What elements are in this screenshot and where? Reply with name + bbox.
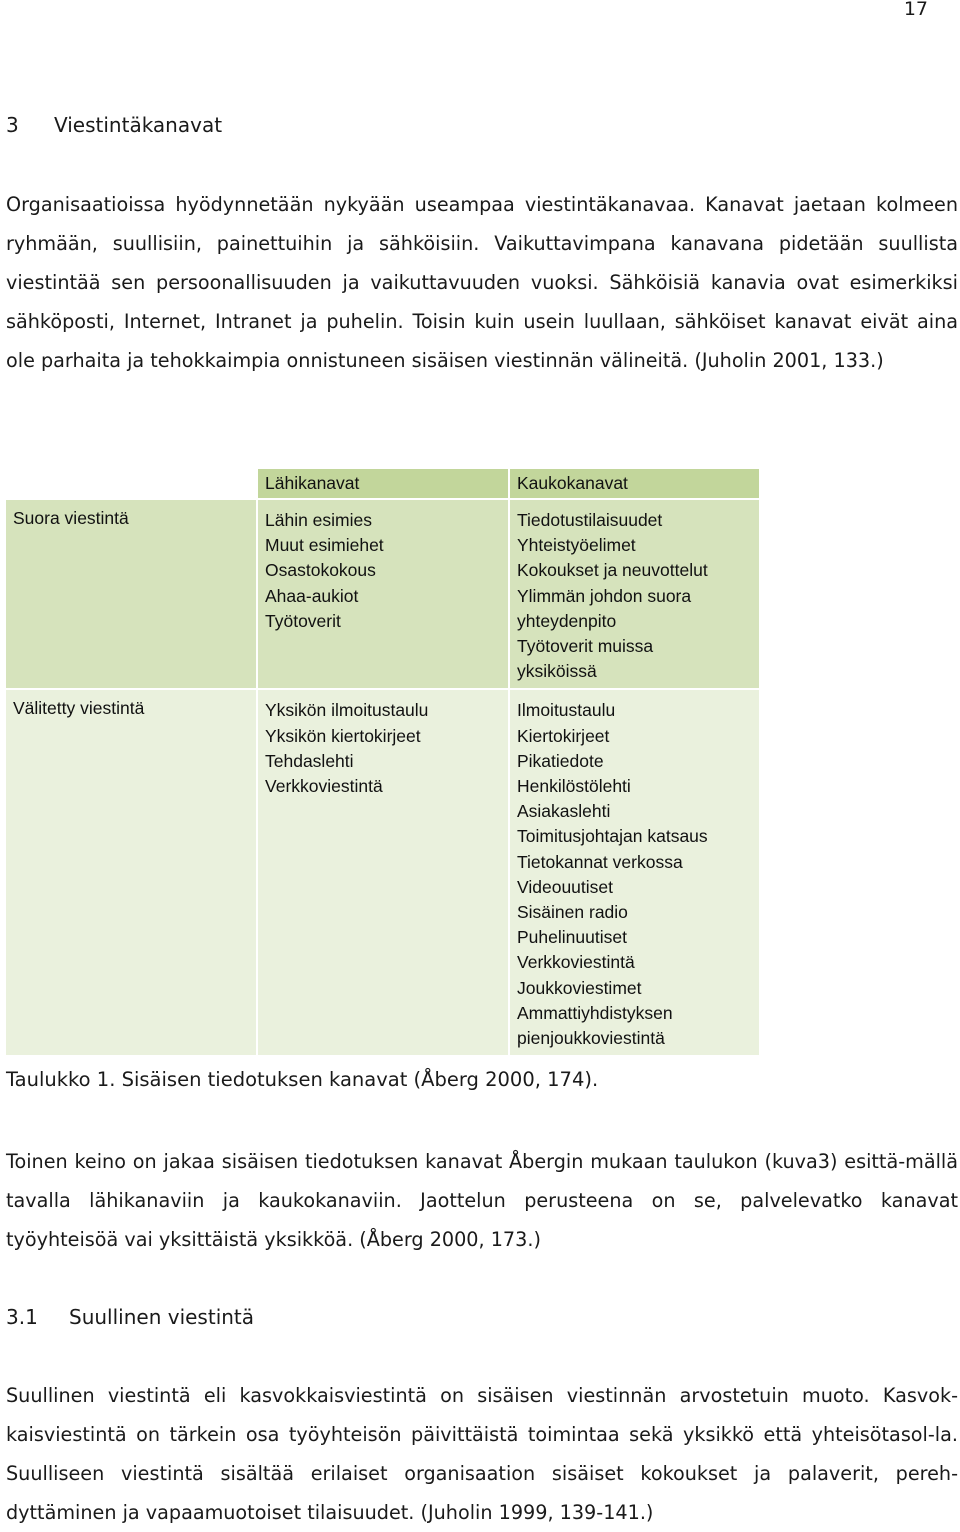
row-label-direct: Suora viestintä bbox=[5, 499, 257, 689]
section-number: 3 bbox=[6, 113, 19, 137]
list-item: Asiakaslehti bbox=[517, 801, 611, 822]
near-channels-mediated bbox=[257, 689, 509, 1056]
list-item: Yksikön kiertokirjeet bbox=[265, 725, 421, 746]
list-item: Joukkoviestimet bbox=[517, 977, 642, 998]
table-row bbox=[5, 499, 760, 689]
far-channels-mediated bbox=[509, 689, 760, 1056]
table-header-row bbox=[5, 468, 760, 499]
section-heading bbox=[6, 113, 222, 137]
list-item: Ilmoitustaulu bbox=[517, 700, 616, 721]
table-row bbox=[5, 689, 760, 1056]
list-item: Tehdaslehti bbox=[265, 750, 354, 771]
list-item: Sisäinen radio bbox=[517, 902, 628, 923]
header-empty-cell bbox=[5, 468, 257, 499]
near-channels-direct bbox=[257, 499, 509, 689]
paragraph-channels: Toinen keino on jakaa sisäisen tiedotuksen kanavat Åbergin mukaan taulukon (kuva3) esittä-mällä tavalla lähikanaviin ja kaukokanaviin. Jaottelun perusteena on se, palvelevatko kanavat työyhteisöä vai yksittäistä yksikköä. (Åberg 2000, 173.) bbox=[6, 1150, 958, 1251]
list-item: pienjoukkoviestintä bbox=[517, 1028, 665, 1049]
list-item: Videouutiset bbox=[517, 876, 614, 897]
list-item: Ylimmän johdon suora bbox=[517, 585, 692, 606]
list-item: Lähin esimies bbox=[265, 510, 372, 530]
subsection-heading bbox=[6, 1305, 254, 1329]
list-item: Puhelinuutiset bbox=[517, 927, 627, 948]
list-item: Tiedotustilaisuudet bbox=[517, 510, 663, 530]
list-item: Toimitusjohtajan katsaus bbox=[517, 826, 708, 847]
list-item: Verkkoviestintä bbox=[265, 776, 383, 797]
list-item: Kiertokirjeet bbox=[517, 725, 610, 746]
list-item: Ammattiyhdistyksen bbox=[517, 1002, 673, 1023]
list-item: Ahaa-aukiot bbox=[265, 585, 359, 606]
list-item: Yhteistyöelimet bbox=[517, 535, 636, 556]
paragraph-intro: Organisaatioissa hyödynnetään nykyään useampaa viestintäkanavaa. Kanavat jaetaan kolmeen ryhmään, suullisiin, painettuihin ja sähköisiin. Vaikuttavimpana kanavana pidetään suullista viestintää sen persoonallisuuden ja vaikuttavuuden vuoksi. Sähköisiä kanavia ovat esimerkiksi sähköposti, Internet, Intranet ja puhelin. Toisin kuin usein luullaan, sähköiset kanavat eivät aina ole parhaita ja tehokkaimpia onnistuneen sisäisen viestinnän välineitä. (Juholin 2001, 133.) bbox=[6, 193, 958, 372]
list-item: Työtoverit bbox=[265, 610, 341, 631]
list-item: Muut esimiehet bbox=[265, 535, 384, 556]
list-item: Kokoukset ja neuvottelut bbox=[517, 560, 708, 581]
row-label-mediated: Välitetty viestintä bbox=[5, 689, 257, 1056]
list-item: Työtoverit muissa bbox=[517, 636, 654, 657]
list-item: Yksikön ilmoitustaulu bbox=[265, 700, 429, 721]
table-caption: Taulukko 1. Sisäisen tiedotuksen kanavat (Åberg 2000, 174). bbox=[6, 1068, 599, 1091]
header-far-channels: Kaukokanavat bbox=[509, 468, 760, 499]
page-number: 17 bbox=[903, 0, 928, 20]
header-near-channels: Lähikanavat bbox=[257, 468, 509, 499]
subsection-number: 3.1 bbox=[6, 1305, 38, 1329]
list-item: Tietokannat verkossa bbox=[517, 851, 683, 872]
list-item: Verkkoviestintä bbox=[517, 952, 635, 973]
channels-table bbox=[4, 467, 761, 1057]
list-item: yhteydenpito bbox=[517, 610, 617, 631]
list-item: Pikatiedote bbox=[517, 750, 604, 771]
paragraph-oral: Suullinen viestintä eli kasvokkaisviestintä on sisäisen viestinnän arvostetuin muoto. Kasvok-kaisviestintä on tärkein osa työyhteisön päivittäistä toimintaa sekä yksikkö että yhteisötasol-la. Suulliseen viestintä sisältää erilaiset organisaation sisäiset kokoukset ja palaverit, pereh-dyttäminen ja vapaamuotoiset tilaisuudet. (Juholin 1999, 139-141.) bbox=[6, 1384, 958, 1524]
far-channels-direct bbox=[509, 499, 760, 689]
list-item: Osastokokous bbox=[265, 560, 376, 581]
subsection-title: Suullinen viestintä bbox=[69, 1305, 255, 1329]
list-item: yksiköissä bbox=[517, 661, 597, 682]
section-title: Viestintäkanavat bbox=[54, 113, 223, 137]
list-item: Henkilöstölehti bbox=[517, 776, 631, 797]
